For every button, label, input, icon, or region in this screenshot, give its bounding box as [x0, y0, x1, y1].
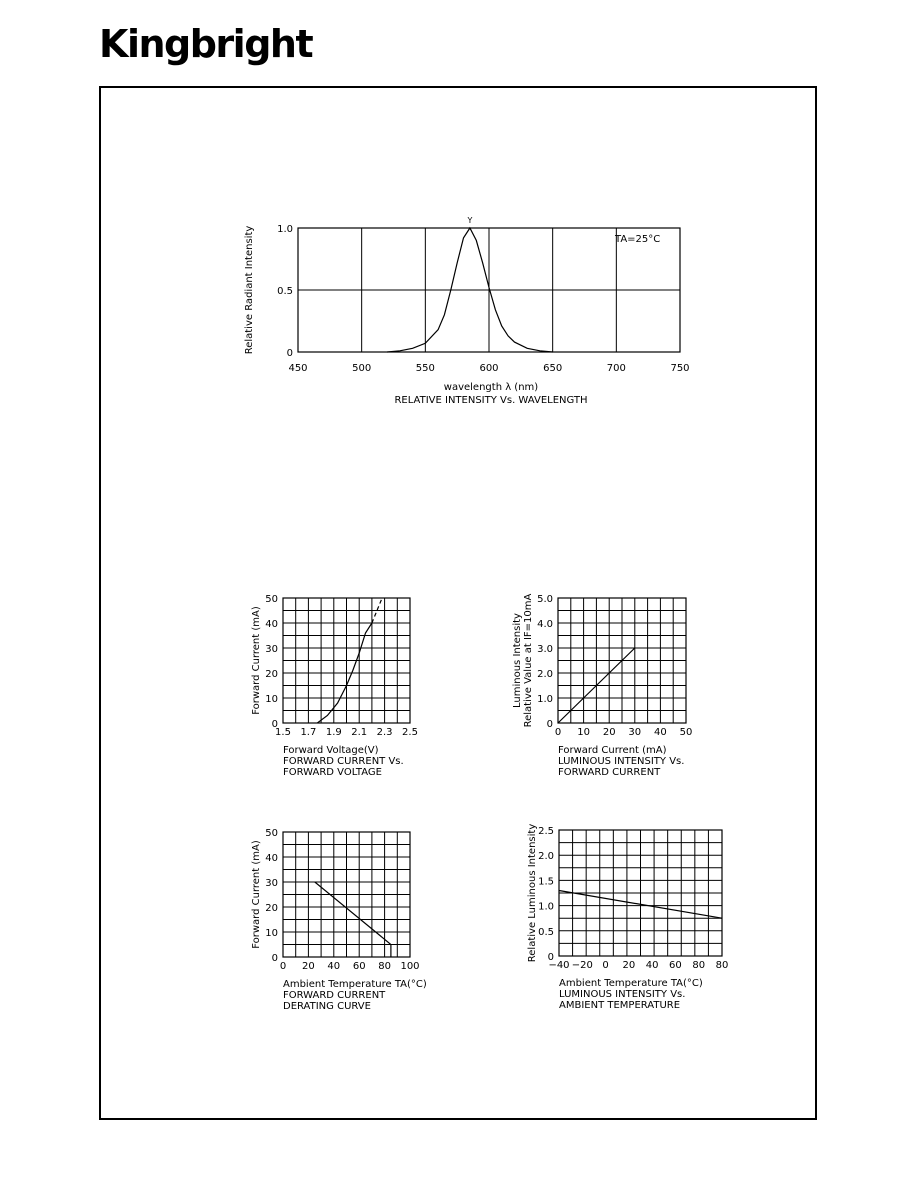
- x-tick-label: −20: [571, 960, 593, 971]
- x-tick-label: 60: [352, 961, 366, 972]
- chart-title-line: AMBIENT TEMPERATURE: [559, 1000, 681, 1011]
- chart-iv: [251, 594, 418, 778]
- chart-lumi_temp: [527, 824, 728, 1011]
- x-axis-label: Ambient Temperature TA(°C): [283, 979, 427, 990]
- chart-title-line: DERATING CURVE: [283, 1001, 371, 1012]
- y-axis-label-line: Relative Value at IF=10mA: [523, 593, 534, 728]
- y-axis-label: Relative Luminous Intensity: [527, 823, 538, 963]
- y-tick-label: 2.0: [537, 669, 553, 680]
- x-tick-label: 20: [602, 727, 616, 738]
- chart-lumi_current: [512, 593, 692, 778]
- x-tick-label: 1.7: [300, 727, 317, 738]
- y-tick-label: 1.0: [537, 694, 553, 705]
- y-tick-label: 0.5: [277, 286, 293, 297]
- peak-label: Y: [467, 216, 473, 225]
- y-tick-label: 4.0: [537, 619, 553, 630]
- x-tick-label: 20: [302, 961, 315, 972]
- x-axis-label: Forward Voltage(V): [283, 745, 379, 756]
- y-tick-label: 40: [265, 853, 278, 864]
- chart-title: RELATIVE INTENSITY Vs. WAVELENGTH: [394, 395, 588, 406]
- x-tick-label: 700: [606, 363, 626, 374]
- x-tick-label: 40: [327, 961, 341, 972]
- x-tick-label: 1.5: [275, 727, 291, 738]
- y-tick-label: 0.5: [538, 926, 554, 938]
- chart-spectrum: [244, 216, 690, 406]
- x-tick-label: 80: [692, 960, 706, 971]
- x-tick-label: 600: [479, 363, 499, 374]
- y-axis-label-line: Luminous Intensity: [512, 613, 523, 708]
- y-tick-label: 2.0: [538, 851, 554, 863]
- x-tick-label: 0: [554, 727, 562, 738]
- y-tick-label: 5.0: [537, 594, 553, 605]
- x-tick-label: 2.3: [376, 727, 393, 738]
- x-tick-label: 60: [669, 960, 682, 971]
- y-tick-label: 10: [265, 694, 278, 705]
- y-tick-label: 20: [265, 669, 278, 680]
- x-axis-label: wavelength λ (nm): [443, 382, 539, 393]
- chart-title-line: LUMINOUS INTENSITY Vs.: [559, 989, 686, 1000]
- x-tick-label: 1.9: [325, 727, 342, 738]
- kingbright-logo: Kingbright: [99, 22, 313, 66]
- y-tick-label: 30: [265, 878, 278, 889]
- y-tick-label: 0: [546, 719, 553, 730]
- x-tick-label: 450: [288, 363, 308, 374]
- x-tick-label: 80: [378, 961, 391, 972]
- x-tick-label: 650: [543, 363, 563, 374]
- y-tick-label: 1.5: [538, 876, 554, 888]
- y-tick-label: 30: [265, 644, 278, 655]
- x-tick-label: 2.5: [402, 727, 418, 738]
- y-tick-label: 0: [286, 348, 293, 359]
- chart-derating: [251, 828, 427, 1012]
- x-tick-label: 0: [602, 960, 609, 971]
- x-tick-label: 40: [645, 960, 659, 971]
- x-tick-label: 100: [400, 961, 420, 972]
- y-tick-label: 50: [265, 594, 278, 605]
- y-tick-label: 1.0: [538, 901, 554, 913]
- x-tick-label: 50: [679, 727, 693, 738]
- y-tick-label: 0: [271, 719, 278, 730]
- y-axis-label: Forward Current (mA): [251, 840, 262, 949]
- x-tick-label: 30: [628, 727, 642, 738]
- y-tick-label: 40: [265, 619, 278, 630]
- x-axis-label: Ambient Temperature TA(°C): [559, 978, 703, 989]
- x-tick-label: 40: [654, 727, 667, 738]
- x-tick-label: 20: [622, 960, 636, 971]
- y-tick-label: 1.0: [277, 224, 293, 235]
- y-tick-label: 0: [271, 953, 278, 964]
- chart-title-line: FORWARD CURRENT: [283, 990, 386, 1001]
- y-tick-label: 0: [547, 952, 554, 963]
- x-axis-label: Forward Current (mA): [558, 745, 667, 756]
- x-tick-label: 550: [415, 363, 435, 374]
- y-axis-label: Relative Radiant Intensity: [244, 225, 255, 355]
- y-tick-label: 20: [265, 903, 278, 914]
- x-tick-label: 750: [670, 363, 690, 374]
- x-tick-label: −40: [548, 960, 570, 971]
- chart-title-line: FORWARD CURRENT Vs.: [283, 756, 404, 767]
- y-axis-label: Forward Current (mA): [251, 606, 262, 715]
- temperature-annotation: TA=25°C: [615, 234, 661, 245]
- chart-title-line: FORWARD VOLTAGE: [283, 767, 382, 778]
- y-tick-label: 2.5: [538, 826, 554, 837]
- x-tick-label: 80: [715, 960, 729, 971]
- x-tick-label: 500: [352, 363, 372, 374]
- y-tick-label: 3.0: [537, 644, 553, 655]
- x-tick-label: 0: [279, 961, 287, 972]
- x-tick-label: 10: [577, 727, 590, 738]
- x-tick-label: 2.1: [351, 727, 368, 738]
- y-tick-label: 50: [265, 828, 278, 839]
- y-tick-label: 10: [265, 928, 278, 939]
- chart-title-line: FORWARD CURRENT: [558, 767, 661, 778]
- chart-title-line: LUMINOUS INTENSITY Vs.: [558, 756, 685, 767]
